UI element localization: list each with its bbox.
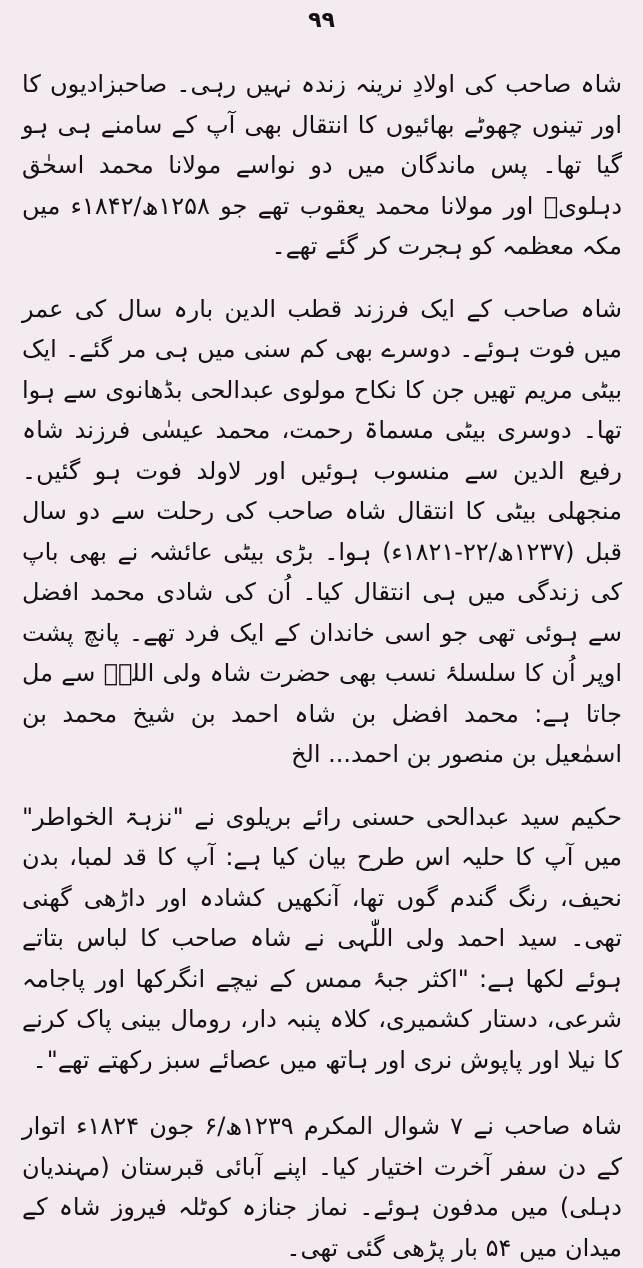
paragraph-family: شاہ صاحب کی اولادِ نرینہ زندہ نہیں رہی۔ صاحبزادیوں کا اور تینوں چھوٹے بھائیوں کا انتقال بھی آپ کے سامنے ہی ہو گیا تھا۔ پس ماندگان میں دو نواسے مولانا محمد اسحٰق دہلویؒ اور مولانا محمد یعقوب تھے جو ۱۲۵۸ھ/۱۸۴۲ء میں مکہ معظمہ کو ہجرت کر گئے تھے۔ (22, 70, 623, 260)
paragraph-appearance: حکیم سید عبدالحی حسنی رائے بریلوی نے "نزہۃ الخواطر" میں آپ کا حلیہ اس طرح بیان کیا ہے: آپ کا قد لمبا، بدن نحیف، رنگ گندم گوں تھا، آنکھیں کشادہ اور داڑھی گھنی تھی۔ سید احمد ولی اللّٰہی نے شاہ صاحب کا لباس بتاتے ہوئے لکھا ہے: "اکثر جبۂ ممس کے نیچے انگرکھا اور پاجامہ شرعی، دستار کشمیری، کلاہ پنبہ دار، رومال بینی پاک کرنے کا نیلا اور پاپوش نری اور ہاتھ میں عصائے سبز رکھتے تھے"۔ (22, 802, 622, 1074)
paragraph-spacer (22, 1080, 622, 1106)
paragraph-children: شاہ صاحب کے ایک فرزند قطب الدین بارہ سال کی عمر میں فوت ہوئے۔ دوسرے بھی کم سنی میں ہی مر گئے۔ ایک بیٹی مریم تھیں جن کا نکاح مولوی عبدالحی بڈھانوی سے ہوا تھا۔ دوسری بیٹی مسماۃ رحمت، محمد عیسٰی فرزند شاہ رفیع الدین سے منسوب ہوئیں اور لاولد فوت ہو گئیں۔ منجھلی بیٹی کا انتقال شاہ صاحب کی رحلت سے دو سال قبل (۱۲۳۷ھ/۲۲-۱۸۲۱ء) ہوا۔ بڑی بیٹی عائشہ نے بھی باپ کی زندگی میں ہی انتقال کیا۔ اُن کی شادی محمد افضل سے ہوئی تھی جو اسی خاندان کے ایک فرد تھے۔ پانچ پشت اوپر اُن کا سلسلۂ نسب بھی حضرت شاہ ولی اللہؒ سے مل جاتا ہے: محمد افضل بن شاہ احمد بن شیخ محمد بن اسمٰعیل بن منصور بن احمد... الخ (22, 294, 622, 768)
paragraph-spacer (22, 267, 622, 289)
paragraph-spacer (22, 775, 622, 797)
paragraph-death: شاہ صاحب نے ۷ شوال المکرم ۱۲۳۹ھ/۶ جون ۱۸۲۴ء اتوار کے دن سفر آخرت اختیار کیا۔ اپنے آبائی قبرستان (مہندیان دہلی) میں مدفون ہوئے۔ نماز جنازہ کوٹلہ فیروز شاہ کے میدان میں ۵۴ بار پڑھی گئی تھی۔ (22, 1112, 622, 1262)
page-body (22, 64, 622, 1268)
page-number: ٩٩ (308, 8, 335, 33)
